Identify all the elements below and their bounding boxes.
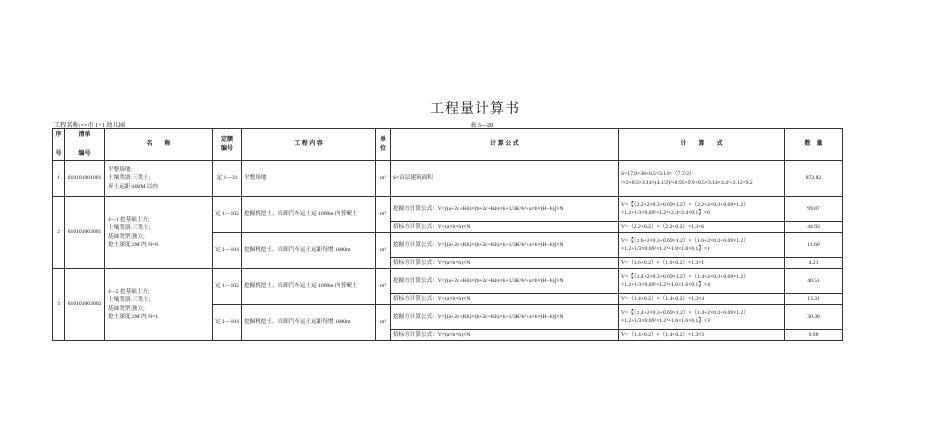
qty-cell: 44.93 (785, 222, 843, 233)
item-name-line: 弃土运距:400M 以内 (108, 183, 158, 190)
item-name-cell (105, 161, 213, 197)
seq-cell: 1 (53, 161, 65, 197)
content-cell: 挖掘机挖土、自卸汽车运土运距每增 1000m (242, 233, 376, 269)
expr-cell: V=（1.6+0.2）×（1.6+0.2）×1.3×1 (619, 258, 785, 269)
item-name-line: 土壤类别:三类土; (108, 297, 151, 304)
item-name-cell (105, 269, 213, 341)
item-name-cell (105, 197, 213, 269)
header-qty: 数 量 (785, 129, 843, 161)
item-name-line: 挖土深度:2M 内 N=1 (108, 313, 159, 320)
item-name-line: 基础类型:独立; (108, 233, 145, 240)
quota-cell: 定 1—104 (213, 233, 242, 269)
item-name-line: J—2 挖基础土方; (108, 288, 150, 295)
formula-cell: 挖掘方计算公式：V=[(a+2c+Kh)×(b+2c+Kh)×h+1/3K²h³+a×b×(H−h)]×N (391, 233, 619, 258)
qty-cell: 4.21 (785, 258, 843, 269)
code-cell: 010101001001 (65, 161, 105, 197)
expr-cell: S=17.9×38+0.5×3.14×（7.7/2）²×2+0.5×3.14×(4.1/2)²+8.95×9.9+0.5×3.14×4.4²+2.12×9.2 (619, 161, 785, 197)
project-name: 工程名称:××市 1+1 幼儿园 (54, 122, 125, 129)
expr-cell: V=【（1.4+2×0.3+0.69×1.2）×（1.4+2×0.3+0.69×1.2）×1.2+1/3×0.69²×1.2³+1.6×1.6×0.1】×4 (619, 269, 785, 294)
formula-cell: 挖掘方计算公式：V=[(a+2c+Kh)×(b+2c+Kh)×h+1/3K²h³+a×b×(H−h)]×N (391, 305, 619, 330)
quota-cell: 定 1—31 (213, 161, 242, 197)
expr-cell: V=【（2.2+2×0.3+0.69×1.2）×（2.2+2×0.3+0.69×1.2）×1.2+1/3×0.69²×1.2³+2.4×2.4×0.1】×6 (619, 197, 785, 222)
formula-cell: 招标方计算公式：V=(a×b×h)×N (391, 330, 619, 341)
header-content: 工 程 内 容 (242, 129, 376, 161)
quota-cell: 定 1—102 (213, 269, 242, 305)
formula-cell: 招标方计算公式：V=(a×b×h)×N (391, 294, 619, 305)
expr-cell: V=（1.4+0.2）×（1.4+0.2）×1.3×3 (619, 330, 785, 341)
quota-cell: 定 1—104 (213, 305, 242, 341)
qty-cell: 872.82 (785, 161, 843, 197)
formula-cell: 挖掘方计算公式：V=[(a+2c+Kh)×(b+2c+Kh)×h+1/3K²h³+a×b×(H−h)]×N (391, 269, 619, 294)
item-name-line: 基础类型:独立; (108, 305, 145, 312)
item-name-line: 土壤类别:三类土; (108, 225, 151, 232)
quantity-calculation-table (52, 128, 843, 341)
content-cell: 挖掘机挖土、自卸汽车运土运 1000m 内普硬土 (242, 197, 376, 233)
unit-cell: m² (376, 161, 391, 197)
header-expr: 计 算 式 (619, 129, 785, 161)
expr-cell: V=【（1.6+2×0.3+0.69×1.2）×（1.6+2×0.3+0.69×1.2）×1.2+1/3×0.69²×1.2³+1.8×1.8×0.1】×1 (619, 233, 785, 258)
unit-cell: m³ (376, 305, 391, 341)
expr-cell: V=（2.2+0.2）×（2.2+0.2）×1.3×6 (619, 222, 785, 233)
code-cell: 010101003001 (65, 197, 105, 269)
content-cell: 挖掘机挖土、自卸汽车运土运 1000m 内普硬土 (242, 269, 376, 305)
item-name-line: J—1 挖基础土方; (108, 216, 150, 223)
qty-cell: 9.98 (785, 330, 843, 341)
item-name-line: 挖土深度:2M 内 N=6 (108, 241, 159, 248)
table-row (53, 269, 843, 294)
unit-cell: m³ (376, 269, 391, 305)
table-number: 表 3—20 (470, 122, 494, 129)
table-row (53, 197, 843, 222)
qty-cell: 40.51 (785, 269, 843, 294)
formula-cell: 招标方计算公式：V=(a×b×h)×N (391, 258, 619, 269)
item-name-line: 土壤类别:三类土; (108, 175, 151, 182)
header-row (53, 129, 843, 161)
header-code: 清单 编号 (65, 129, 105, 161)
qty-cell: 13.31 (785, 294, 843, 305)
header-formula: 计 算 公 式 (391, 129, 619, 161)
qty-cell: 11.60 (785, 233, 843, 258)
quota-cell: 定 1—102 (213, 197, 242, 233)
expr-cell: V=【（1.4+2×0.3+0.69×1.2）×（1.4+2×0.3+0.69×1.2）×1.2+1/3×0.69²×1.2³+1.6×1.6×0.1】×3 (619, 305, 785, 330)
formula-cell: 挖掘方计算公式：V=[(a+2c+Kh)×(b+2c+Kh)×h+1/3K²h³+a×b×(H−h)]×N (391, 197, 619, 222)
header-name: 名 称 (105, 129, 213, 161)
seq-cell: 2 (53, 197, 65, 269)
expr-cell: V=（1.4+0.2）×（1.4+0.2）×1.3×4 (619, 294, 785, 305)
content-cell: 挖掘机挖土、自卸汽车运土运距每增 1000m (242, 305, 376, 341)
qty-cell: 99.87 (785, 197, 843, 222)
formula-cell: 招标方计算公式：V=(a×b×h)×N (391, 222, 619, 233)
unit-cell: m³ (376, 197, 391, 233)
unit-cell: m³ (376, 233, 391, 269)
item-name-line: 平整场地; (108, 166, 132, 173)
formula-cell: S=首层建筑面积 (391, 161, 619, 197)
code-cell: 010101003002 (65, 269, 105, 341)
document-title: 工程量计算书 (430, 102, 520, 117)
qty-cell: 30.38 (785, 305, 843, 330)
header-unit: 单位 (376, 129, 391, 161)
header-seq: 序 号 (53, 129, 65, 161)
header-quota: 定额 编号 (213, 129, 242, 161)
seq-cell: 3 (53, 269, 65, 341)
table-row (53, 161, 843, 197)
content-cell: 平整场地 (242, 161, 376, 197)
